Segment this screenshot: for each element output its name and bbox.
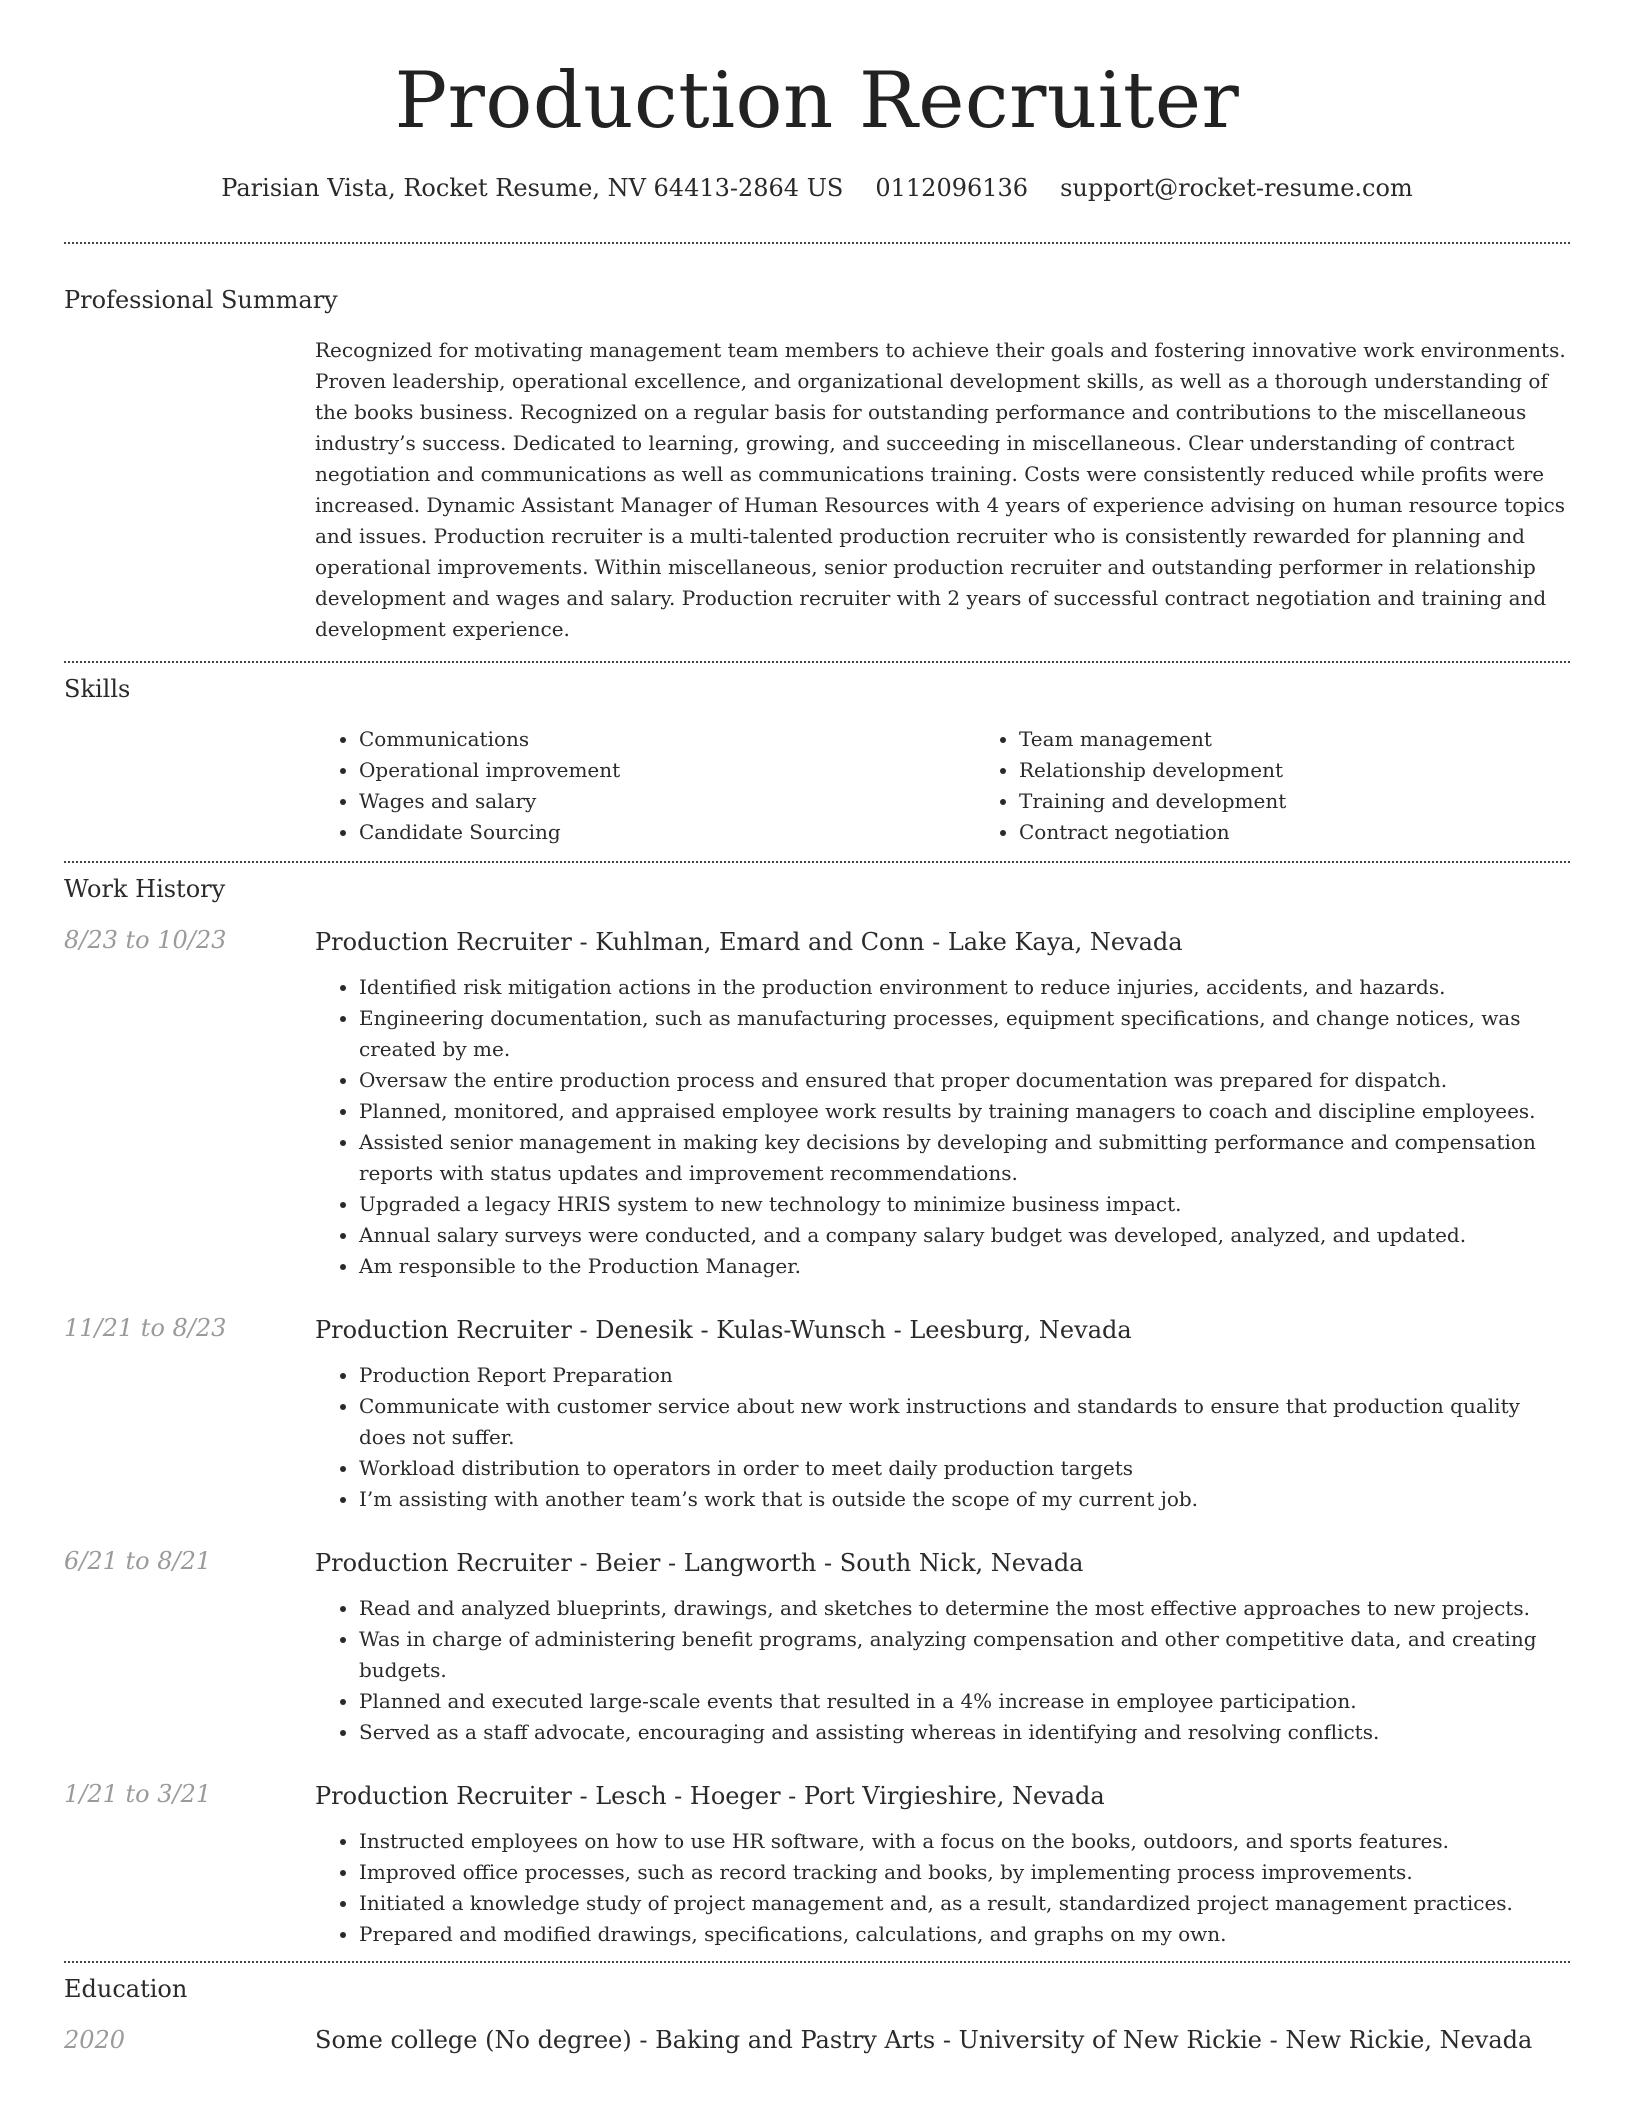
job-bullet: • Improved office processes, such as record tracking and books, by implementing process improvements. bbox=[359, 1857, 1570, 1888]
job-bullet: • Oversaw the entire production process and ensured that proper documentation was prepared for dispatch. bbox=[359, 1065, 1570, 1096]
summary-divider bbox=[64, 661, 1570, 663]
job-bullet: • Assisted senior management in making key decisions by developing and submitting performance and compensation reports with status updates and improvement recommendations. bbox=[359, 1127, 1570, 1189]
skill-item: • Contract negotiation bbox=[1019, 817, 1286, 848]
summary-body bbox=[315, 335, 1570, 645]
resume-page bbox=[64, 0, 1570, 2054]
skill-item: • Operational improvement bbox=[359, 755, 975, 786]
job-title: Production Recruiter - Denesik - Kulas-Wunsch - Leesburg, Nevada bbox=[315, 1316, 1132, 1344]
job-bullet: • Was in charge of administering benefit programs, analyzing compensation and other competitive data, and creating budgets. bbox=[359, 1624, 1570, 1686]
summary-text: Recognized for motivating management team members to achieve their goals and fostering innovative work environments. Proven leadership, operational excellence, and organizational development skills, as well as a thorough understanding of the books business. Recognized on a regular basis for outstanding performance and contributions to the miscellaneous industry’s success. Dedicated to learning, growing, and succeeding in miscellaneous. Clear understanding of contract negotiation and communications as well as communications training. Costs were consistently reduced while profits were increased. Dynamic Assistant Manager of Human Resources with 4 years of experience advising on human resource topics and issues. Production recruiter is a multi-talented production recruiter who is consistently rewarded for planning and operational improvements. Within miscellaneous, senior production recruiter and outstanding performer in relationship development and wages and salary. Production recruiter with 2 years of successful contract negotiation and training and development experience. bbox=[315, 338, 1566, 641]
job-title: Production Recruiter - Kuhlman, Emard and Conn - Lake Kaya, Nevada bbox=[315, 928, 1183, 956]
job-bullet: • Communicate with customer service about new work instructions and standards to ensure that production quality does not suffer. bbox=[359, 1391, 1570, 1453]
skills-divider bbox=[64, 861, 1570, 863]
job-entry bbox=[64, 1314, 1570, 1515]
job-bullets bbox=[315, 1360, 1570, 1515]
education-text: Some college (No degree) - Baking and Pastry Arts - University of New Rickie - New Rickie, Nevada bbox=[315, 2026, 1533, 2054]
job-date: 8/23 to 10/23 bbox=[64, 926, 227, 954]
job-bullet: • Upgraded a legacy HRIS system to new technology to minimize business impact. bbox=[359, 1189, 1570, 1220]
candidate-name: Production Recruiter bbox=[394, 56, 1240, 146]
job-bullet: • Instructed employees on how to use HR software, with a focus on the books, outdoors, and sports features. bbox=[359, 1826, 1570, 1857]
job-bullet: • Initiated a knowledge study of project management and, as a result, standardized project management practices. bbox=[359, 1888, 1570, 1919]
contact-email: support@rocket-resume.com bbox=[1060, 174, 1413, 202]
job-bullet: • Planned and executed large-scale events that resulted in a 4% increase in employee participation. bbox=[359, 1686, 1570, 1717]
job-bullet: • Am responsible to the Production Manager. bbox=[359, 1251, 1570, 1282]
summary-title: Professional Summary bbox=[64, 286, 338, 314]
contact-line bbox=[64, 174, 1570, 202]
skills-list-right bbox=[975, 724, 1286, 848]
skills-title: Skills bbox=[64, 675, 131, 703]
education-date: 2020 bbox=[64, 2026, 126, 2054]
job-entry bbox=[64, 926, 1570, 1282]
education-entry bbox=[64, 2026, 1570, 2054]
education-section bbox=[64, 1975, 1570, 2054]
skill-item: • Training and development bbox=[1019, 786, 1286, 817]
job-bullets bbox=[315, 1593, 1570, 1748]
skill-item: • Team management bbox=[1019, 724, 1286, 755]
job-bullet: • Prepared and modified drawings, specifications, calculations, and graphs on my own. bbox=[359, 1919, 1570, 1950]
skills-section bbox=[64, 675, 1570, 848]
job-date: 6/21 to 8/21 bbox=[64, 1547, 212, 1575]
skill-item: • Relationship development bbox=[1019, 755, 1286, 786]
skill-item: • Candidate Sourcing bbox=[359, 817, 975, 848]
job-date: 11/21 to 8/23 bbox=[64, 1314, 227, 1342]
work-divider bbox=[64, 1961, 1570, 1963]
job-bullet: • Production Report Preparation bbox=[359, 1360, 1570, 1391]
job-date: 1/21 to 3/21 bbox=[64, 1780, 212, 1808]
skill-item: • Wages and salary bbox=[359, 786, 975, 817]
job-bullet: • Workload distribution to operators in order to meet daily production targets bbox=[359, 1453, 1570, 1484]
job-bullet: • Read and analyzed blueprints, drawings, and sketches to determine the most effective approaches to new projects. bbox=[359, 1593, 1570, 1624]
skills-list-left bbox=[315, 724, 975, 848]
summary-section bbox=[64, 286, 1570, 645]
job-entry bbox=[64, 1547, 1570, 1748]
job-bullet: • Annual salary surveys were conducted, and a company salary budget was developed, analyzed, and updated. bbox=[359, 1220, 1570, 1251]
job-title: Production Recruiter - Beier - Langworth - South Nick, Nevada bbox=[315, 1549, 1084, 1577]
job-bullet: • Served as a staff advocate, encouraging and assisting whereas in identifying and resolving conflicts. bbox=[359, 1717, 1570, 1748]
header-divider bbox=[64, 242, 1570, 244]
job-bullet: • I’m assisting with another team’s work that is outside the scope of my current job. bbox=[359, 1484, 1570, 1515]
job-title: Production Recruiter - Lesch - Hoeger - Port Virgieshire, Nevada bbox=[315, 1782, 1105, 1810]
skills-grid bbox=[315, 724, 1570, 848]
contact-phone: 0112096136 bbox=[875, 174, 1029, 202]
job-bullet: • Engineering documentation, such as manufacturing processes, equipment specifications, and change notices, was created by me. bbox=[359, 1003, 1570, 1065]
contact-address: Parisian Vista, Rocket Resume, NV 64413-2864 US bbox=[221, 174, 844, 202]
skill-item: • Communications bbox=[359, 724, 975, 755]
job-bullet: • Identified risk mitigation actions in the production environment to reduce injuries, accidents, and hazards. bbox=[359, 972, 1570, 1003]
work-title: Work History bbox=[64, 875, 226, 903]
job-bullets bbox=[315, 1826, 1570, 1950]
work-section bbox=[64, 875, 1570, 1950]
job-bullets bbox=[315, 972, 1570, 1282]
education-title: Education bbox=[64, 1975, 188, 2003]
job-bullet: • Planned, monitored, and appraised employee work results by training managers to coach and discipline employees. bbox=[359, 1096, 1570, 1127]
job-entry bbox=[64, 1780, 1570, 1950]
